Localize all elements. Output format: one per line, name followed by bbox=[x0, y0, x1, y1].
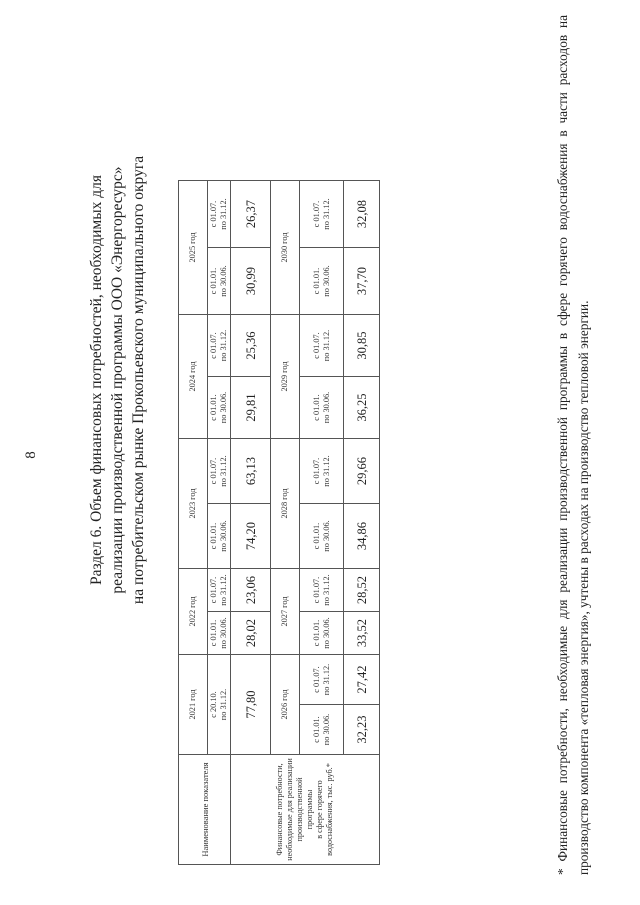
period-start: с 01.01. bbox=[311, 619, 321, 647]
year-header-2022: 2022 год bbox=[179, 569, 208, 655]
section-title-line: реализации производственной программы ООО «Энергоресурс» bbox=[109, 166, 126, 594]
value-cell: 34,86 bbox=[344, 504, 380, 569]
table-row bbox=[271, 45, 300, 865]
value-cell: 37,70 bbox=[344, 248, 380, 315]
indicator-label-line: Финансовые потребности, bbox=[275, 763, 284, 856]
period-cell bbox=[208, 439, 231, 504]
year-header-2023: 2023 год bbox=[179, 439, 208, 569]
period-cell bbox=[300, 655, 344, 705]
period-end: по 30.06. bbox=[219, 520, 228, 552]
table-row bbox=[231, 45, 271, 865]
year-header-2025: 2025 год bbox=[179, 181, 208, 315]
year-header-2024: 2024 год bbox=[179, 315, 208, 439]
period-end: по 30.06. bbox=[219, 617, 228, 649]
period-cell bbox=[300, 248, 344, 315]
period-end: по 31.12. bbox=[321, 574, 331, 606]
table-row bbox=[300, 45, 344, 865]
period-end: по 30.06. bbox=[321, 617, 331, 649]
period-start: с 01.07. bbox=[311, 332, 321, 359]
footnote: * Финансовые потребности, необходимые для реализации производственной программы в сфере горячего водоснабжения в части расходов на производство компонента «тепловая энергия», учтены в расходах на производство тепловой энергии. bbox=[555, 15, 591, 875]
period-end: по 31.12. bbox=[321, 455, 331, 487]
period-cell bbox=[300, 377, 344, 439]
period-end: по 31.12. bbox=[219, 574, 228, 606]
indicator-label-cell bbox=[231, 755, 380, 865]
period-start: с 01.01. bbox=[311, 522, 321, 550]
period-start: с 01.01. bbox=[209, 522, 218, 550]
year-header-2026: 2026 год bbox=[271, 655, 300, 755]
period-end: по 31.12. bbox=[321, 198, 331, 230]
indicator-header-cell: Наименование показателя bbox=[179, 755, 231, 865]
indicator-label-line: необходимые для реализации bbox=[285, 758, 294, 861]
value-cell: 25,36 bbox=[231, 315, 271, 377]
section-title-line: на потребительском рынке Прокопьевского муниципального округа bbox=[130, 155, 147, 605]
period-cell bbox=[208, 569, 231, 612]
period-end: по 31.12. bbox=[219, 329, 228, 362]
value-cell: 27,42 bbox=[344, 655, 380, 705]
period-cell bbox=[300, 181, 344, 248]
page-number: 8 bbox=[23, 451, 39, 459]
period-start: с 01.07. bbox=[209, 200, 218, 228]
value-cell: 33,52 bbox=[344, 612, 380, 655]
period-end: по 31.12. bbox=[219, 455, 228, 487]
period-start: с 01.07. bbox=[311, 200, 321, 228]
period-end: по 30.06. bbox=[219, 265, 228, 297]
value-cell: 32,08 bbox=[344, 181, 380, 248]
year-header-2021: 2021 год bbox=[179, 655, 208, 755]
period-cell-2021 bbox=[208, 655, 231, 755]
period-cell bbox=[300, 504, 344, 569]
period-end: по 30.06. bbox=[321, 520, 331, 552]
section-title bbox=[86, 70, 149, 690]
period-start: с 01.01. bbox=[209, 394, 218, 421]
period-end: по 31.12. bbox=[321, 329, 331, 362]
period-cell bbox=[208, 248, 231, 315]
value-cell: 28,52 bbox=[344, 569, 380, 612]
period-cell bbox=[300, 569, 344, 612]
year-header-2030: 2030 год bbox=[271, 181, 300, 315]
period-start: с 01.01. bbox=[311, 394, 321, 421]
financial-needs-table bbox=[178, 44, 380, 865]
period-start: с 01.07. bbox=[209, 457, 218, 485]
period-start: с 01.07. bbox=[311, 457, 321, 485]
period-cell bbox=[208, 377, 231, 439]
period-start: с 01.07. bbox=[311, 576, 321, 604]
period-cell bbox=[300, 439, 344, 504]
period-start: с 01.01. bbox=[311, 267, 321, 295]
table-row bbox=[179, 45, 208, 865]
period-start: с 01.07. bbox=[311, 666, 321, 693]
value-cell: 36,25 bbox=[344, 377, 380, 439]
value-cell: 29,81 bbox=[231, 377, 271, 439]
value-cell: 30,85 bbox=[344, 315, 380, 377]
value-cell: 74,20 bbox=[231, 504, 271, 569]
section-title-line: Раздел 6. Объем финансовых потребностей, необходимых для bbox=[88, 174, 105, 586]
value-cell: 63,13 bbox=[231, 439, 271, 504]
period-end: по 30.06. bbox=[321, 265, 331, 297]
year-header-2029: 2029 год bbox=[271, 315, 300, 439]
period-end: по 31.12. bbox=[219, 198, 228, 230]
period-cell bbox=[300, 612, 344, 655]
period-cell bbox=[300, 705, 344, 755]
period-start: с 01.01. bbox=[311, 716, 321, 743]
period-cell bbox=[208, 181, 231, 248]
period-start: с 01.01. bbox=[209, 267, 218, 295]
value-cell: 28,02 bbox=[231, 612, 271, 655]
value-cell: 26,37 bbox=[231, 181, 271, 248]
value-cell: 32,23 bbox=[344, 705, 380, 755]
period-start: с 20.10. bbox=[209, 691, 218, 718]
period-cell bbox=[208, 315, 231, 377]
indicator-label-line: производственной программы bbox=[295, 777, 314, 842]
period-end: по 31.12. bbox=[321, 663, 331, 696]
period-start: с 01.07. bbox=[209, 332, 218, 359]
value-cell: 29,66 bbox=[344, 439, 380, 504]
indicator-label-line: водоснабжения, тыс. руб.* bbox=[325, 763, 334, 856]
period-end: по 30.06. bbox=[321, 713, 331, 746]
value-cell: 30,99 bbox=[231, 248, 271, 315]
period-cell bbox=[300, 315, 344, 377]
period-end: по 30.06. bbox=[321, 391, 331, 424]
value-cell: 23,06 bbox=[231, 569, 271, 612]
value-cell: 77,80 bbox=[231, 655, 271, 755]
period-cell bbox=[208, 504, 231, 569]
period-start: с 01.07. bbox=[209, 576, 218, 604]
year-header-2027: 2027 год bbox=[271, 569, 300, 655]
period-start: с 01.01. bbox=[209, 619, 218, 647]
period-end: по 31.12. bbox=[219, 688, 228, 721]
period-cell bbox=[208, 612, 231, 655]
period-end: по 30.06. bbox=[219, 391, 228, 424]
table-row bbox=[344, 45, 380, 865]
year-header-2028: 2028 год bbox=[271, 439, 300, 569]
indicator-label-line: в сфере горячего bbox=[315, 780, 324, 839]
